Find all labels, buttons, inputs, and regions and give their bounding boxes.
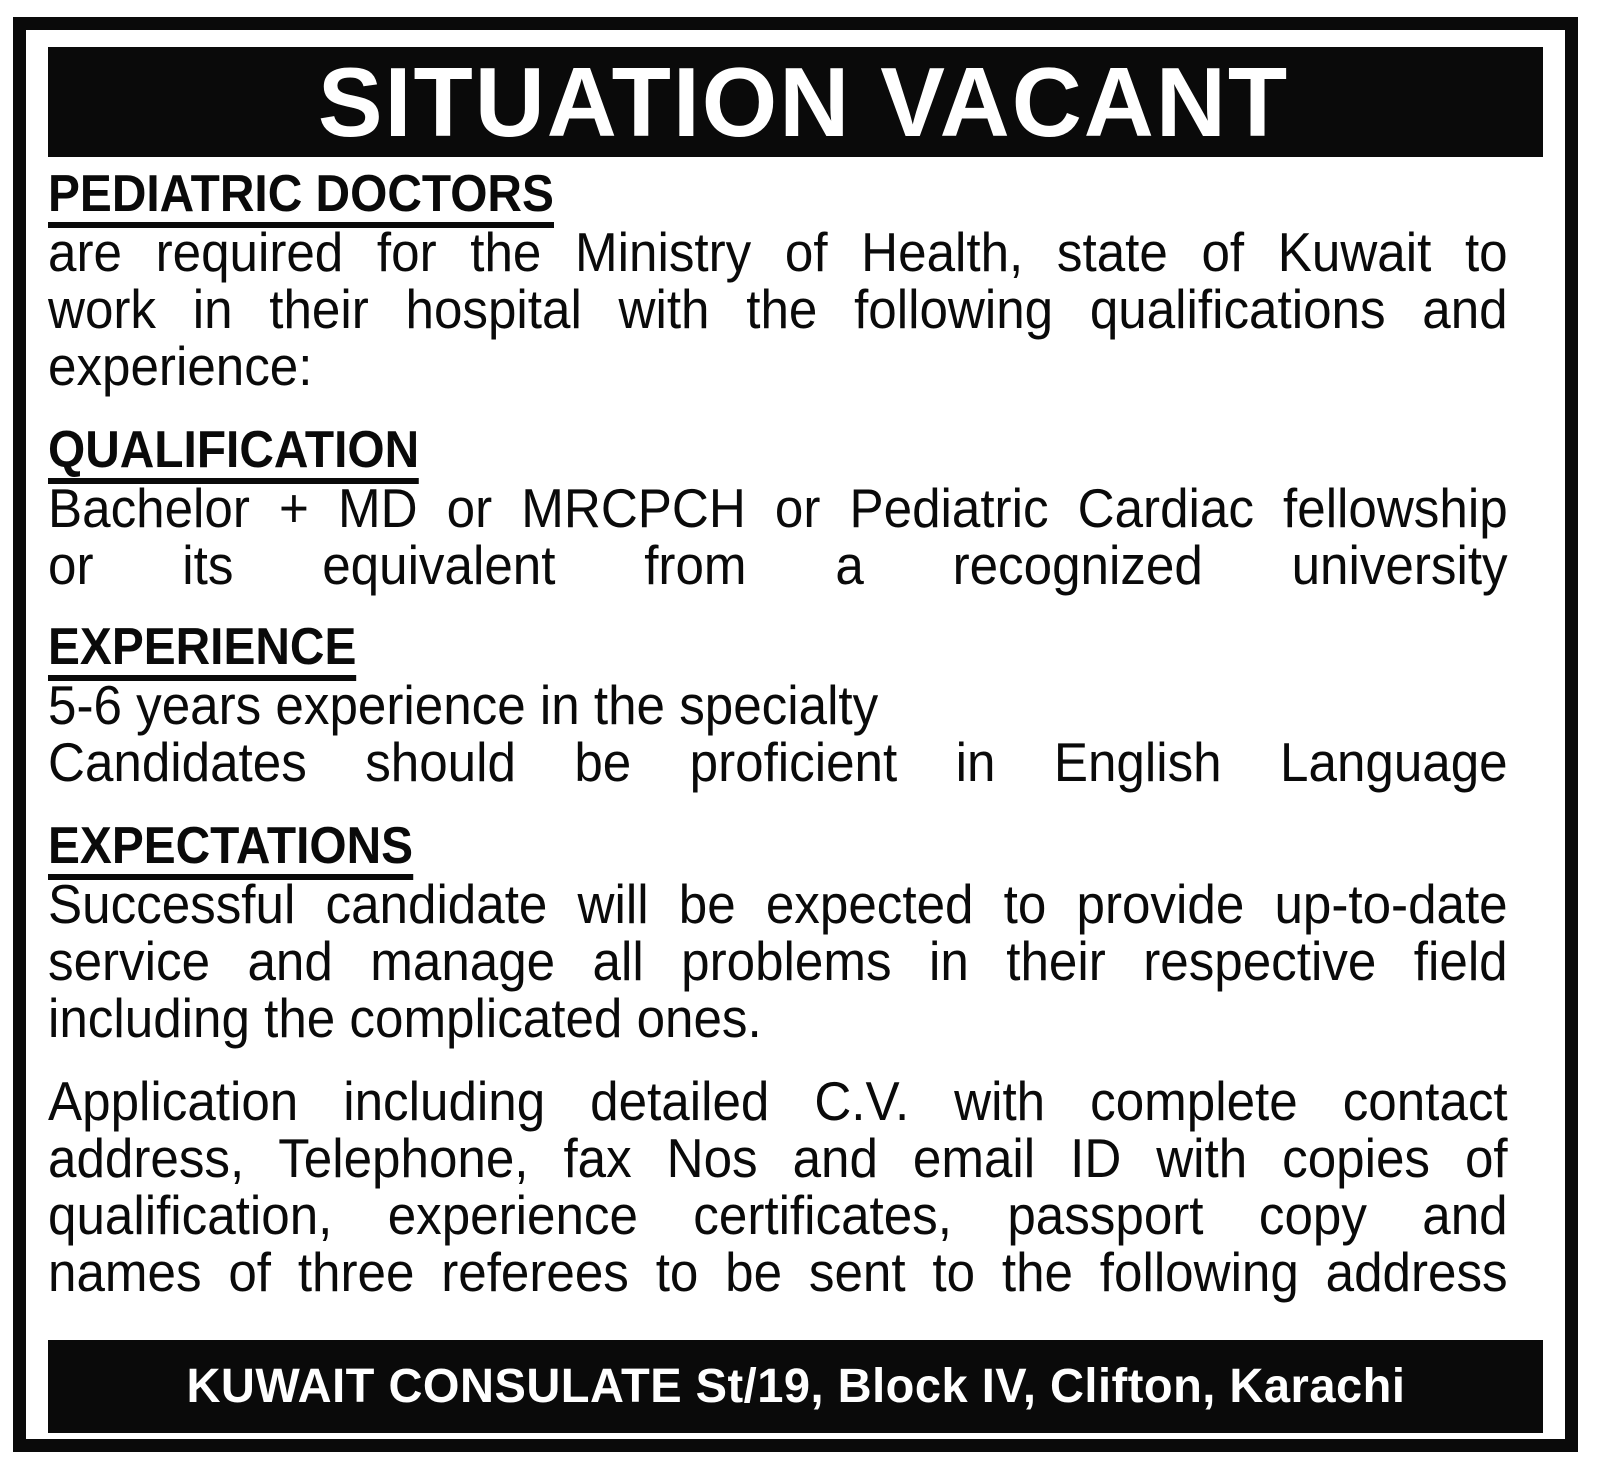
page-title: SITUATION VACANT bbox=[317, 47, 1290, 157]
section-experience bbox=[48, 619, 1508, 681]
title-banner bbox=[48, 47, 1543, 157]
section-body bbox=[48, 477, 1508, 596]
section-body bbox=[48, 873, 1508, 1049]
text-line: Successful candidate will be expected to provide up-to-date bbox=[48, 873, 1508, 935]
section-heading: QUALIFICATION bbox=[48, 422, 419, 484]
text-line: qualification, experience certificates, passport copy and bbox=[48, 1184, 1508, 1246]
contact-address: KUWAIT CONSULATE St/19, Block IV, Clifton, Karachi bbox=[186, 1359, 1405, 1413]
text-line: Bachelor + MD or MRCPCH or Pediatric Cardiac fellowship bbox=[48, 477, 1508, 539]
text-line: or its equivalent from a recognized university bbox=[48, 534, 1508, 596]
text-line: work in their hospital with the following qualifications and bbox=[48, 278, 1508, 340]
text-line: 5-6 years experience in the specialty bbox=[48, 674, 879, 736]
text-line: Candidates should be proficient in English Language bbox=[48, 731, 1508, 793]
text-line: Application including detailed C.V. with complete contact bbox=[48, 1070, 1508, 1132]
section-heading: EXPERIENCE bbox=[48, 619, 356, 681]
text-line: experience: bbox=[48, 335, 313, 397]
section-body bbox=[48, 674, 1508, 793]
text-line: are required for the Ministry of Health, state of Kuwait to bbox=[48, 221, 1508, 283]
address-banner bbox=[48, 1340, 1543, 1433]
application-instructions bbox=[48, 1070, 1508, 1303]
section-pediatric-doctors bbox=[48, 166, 1508, 228]
section-qualification bbox=[48, 422, 1508, 484]
section-body bbox=[48, 221, 1508, 397]
text-line: including the complicated ones. bbox=[48, 987, 762, 1049]
text-line: service and manage all problems in their respective field bbox=[48, 930, 1508, 992]
section-heading: EXPECTATIONS bbox=[48, 818, 413, 880]
section-heading: PEDIATRIC DOCTORS bbox=[48, 166, 554, 228]
text-line: names of three referees to be sent to the following address bbox=[48, 1241, 1508, 1303]
text-line: address, Telephone, fax Nos and email ID with copies of bbox=[48, 1127, 1508, 1189]
section-expectations bbox=[48, 818, 1508, 880]
